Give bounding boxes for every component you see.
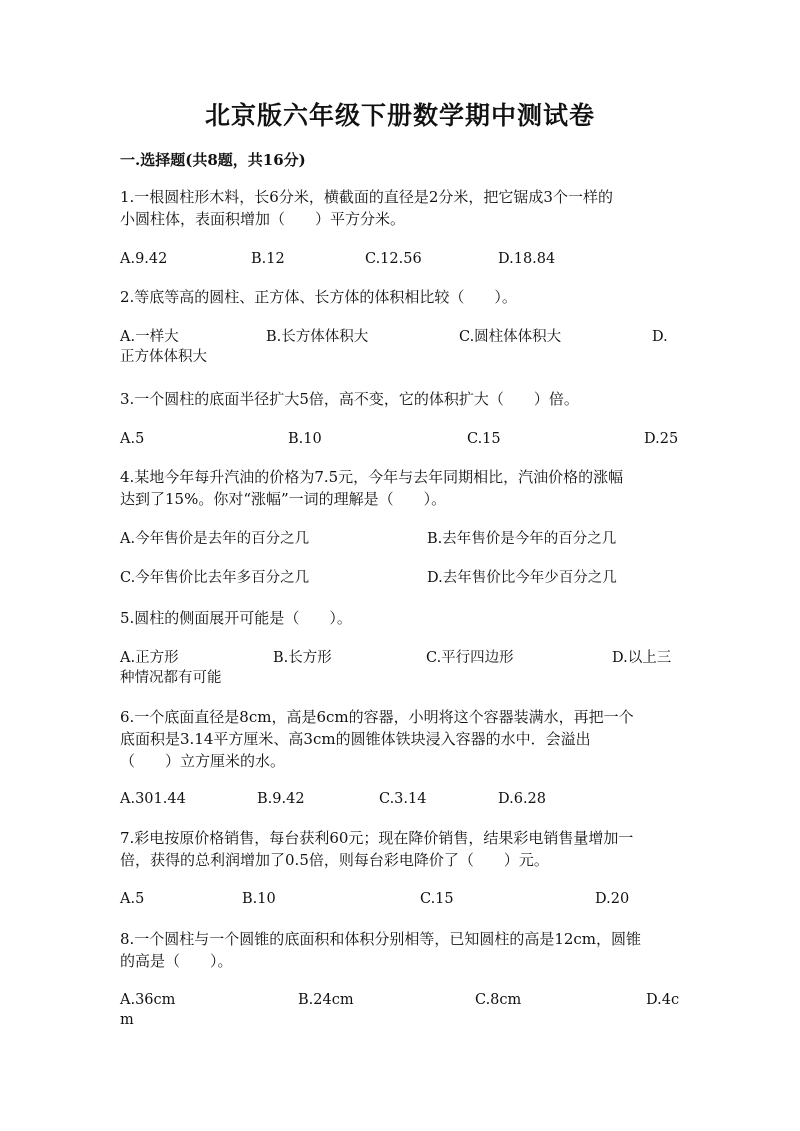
- option-c: C.今年售价比去年多百分之几: [120, 570, 310, 586]
- option-d: D.: [652, 329, 668, 345]
- option-d: D.4c: [646, 992, 680, 1008]
- option-c: C.8cm: [475, 992, 522, 1008]
- option-b: B.长方体体积大: [266, 329, 369, 345]
- question-line: 5.圆柱的侧面展开可能是（ ）。: [120, 609, 352, 627]
- option-a: A.5: [120, 431, 145, 447]
- question-line: 6.一个底面直径是8cm，高是6cm的容器，小明将这个容器装满水，再把一个: [120, 708, 634, 726]
- question-7: [120, 827, 682, 871]
- option-c: C.平行四边形: [426, 650, 514, 666]
- option-a: A.36cm: [120, 992, 176, 1008]
- question-line: 3.一个圆柱的底面半径扩大5倍，高不变，它的体积扩大（ ）倍。: [120, 390, 579, 408]
- option-c: C.3.14: [379, 791, 427, 807]
- question-1: [120, 186, 682, 230]
- question-line: 小圆柱体，表面积增加（ ）平方分米。: [120, 210, 406, 228]
- question-2: [120, 286, 682, 308]
- question-line: 的高是（ ）。: [120, 952, 233, 970]
- option-continuation: m: [120, 1012, 134, 1028]
- option-b: B.12: [251, 251, 285, 267]
- question-line: 8.一个圆柱与一个圆锥的底面积和体积分别相等，已知圆柱的高是12cm，圆锥: [120, 930, 642, 948]
- option-b: B.24cm: [298, 992, 354, 1008]
- option-a: A.一样大: [120, 329, 179, 345]
- question-3: [120, 388, 682, 410]
- option-c: C.圆柱体体积大: [459, 329, 562, 345]
- option-d: D.25: [644, 431, 679, 447]
- option-a: A.9.42: [120, 251, 168, 267]
- option-d: D.6.28: [498, 791, 547, 807]
- option-b: B.10: [242, 891, 276, 907]
- question-line: 4.某地今年每升汽油的价格为7.5元，今年与去年同期相比，汽油价格的涨幅: [120, 468, 624, 486]
- question-line: 1.一根圆柱形木料，长6分米，横截面的直径是2分米，把它锯成3个一样的: [120, 188, 613, 206]
- option-d: D.以上三: [612, 650, 672, 666]
- option-c: C.15: [467, 431, 501, 447]
- option-b: B.9.42: [257, 791, 305, 807]
- question-4: [120, 466, 682, 510]
- question-line: 底面积是3.14平方厘米、高3cm的圆锥体铁块浸入容器的水中．会溢出: [120, 730, 591, 748]
- question-line: 7.彩电按原价格销售，每台获利60元；现在降价销售，结果彩电销售量增加一: [120, 829, 634, 847]
- option-b: B.10: [288, 431, 322, 447]
- option-a: A.5: [120, 891, 145, 907]
- question-line: 倍，获得的总利润增加了0.5倍，则每台彩电降价了（ ）元。: [120, 851, 549, 869]
- option-a: A.今年售价是去年的百分之几: [120, 531, 310, 547]
- option-d: D.去年售价比今年少百分之几: [427, 570, 617, 586]
- question-line: 达到了15%。你对“涨幅”一词的理解是（ ）。: [120, 490, 447, 508]
- question-line: （ ）立方厘米的水。: [120, 752, 286, 770]
- option-b: B.长方形: [273, 650, 332, 666]
- option-continuation: 正方体体积大: [120, 349, 207, 365]
- question-line: 2.等底等高的圆柱、正方体、长方体的体积相比较（ ）。: [120, 288, 517, 306]
- question-5: [120, 607, 682, 629]
- option-a: A.正方形: [120, 650, 179, 666]
- option-c: C.12.56: [365, 251, 422, 267]
- option-d: D.18.84: [498, 251, 556, 267]
- page-title: 北京版六年级下册数学期中测试卷: [204, 101, 595, 130]
- question-6: [120, 706, 682, 772]
- option-b: B.去年售价是今年的百分之几: [427, 531, 617, 547]
- option-d: D.20: [595, 891, 630, 907]
- option-a: A.301.44: [120, 791, 186, 807]
- option-continuation: 种情况都有可能: [120, 670, 222, 686]
- question-8: [120, 928, 682, 972]
- section-heading: 一.选择题(共8题，共16分): [120, 151, 306, 169]
- option-c: C.15: [420, 891, 454, 907]
